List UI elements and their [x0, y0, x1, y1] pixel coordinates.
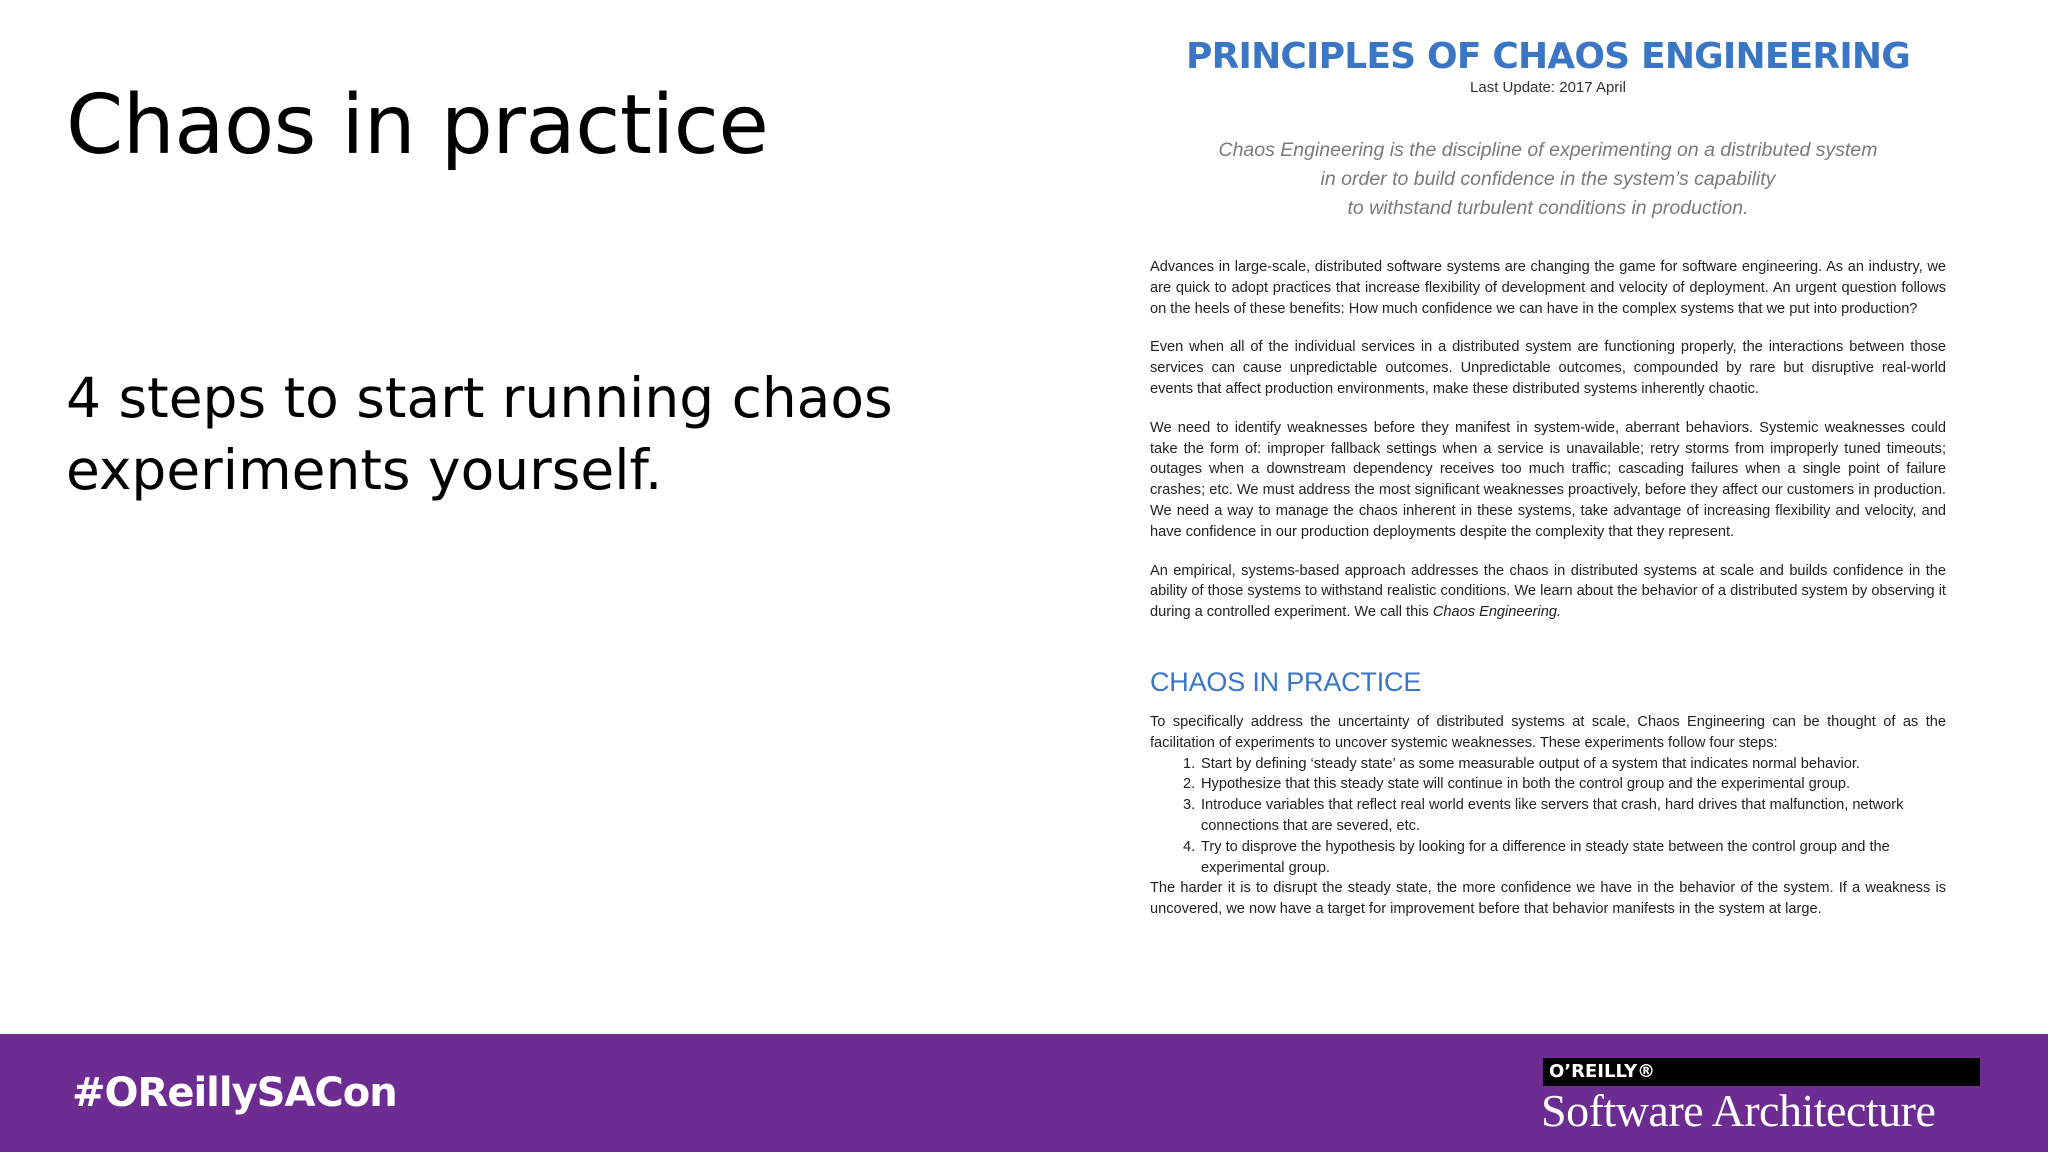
step-text: Hypothesize that this steady state will continue in both the control group and the experimental group. — [1201, 776, 1851, 793]
document-paragraph: We need to identify weaknesses before they manifest in system-wide, aberrant behaviors. Systemic weaknesses could take the form of: improper fallback settings when a service is unavailable; retry storms from improperly tuned timeouts; outages when a downstream dependency receives too much traffic; cascading failures when a single point of failure crashes; etc. We must address the most significant weaknesses proactively, before they affect our customers in production. We need a way to manage the chaos inherent in these systems, take advantage of increasing flexibility and velocity, and have confidence in our production deployments despite the complexity that they represent. — [1150, 419, 1946, 540]
document-quote — [1150, 136, 1946, 223]
section-intro: To specifically address the uncertainty of distributed systems at scale, Chaos Engineering can be thought of as the facilitation of experiments to uncover systemic weaknesses. These experiments follow four steps: — [1150, 713, 1946, 751]
step-item — [1183, 754, 1946, 775]
principles-document — [1150, 36, 1946, 1016]
step-text: Start by defining ‘steady state’ as some measurable output of a system that indicates normal behavior. — [1201, 755, 1860, 772]
step-text: Introduce variables that reflect real world events like servers that crash, hard drives that malfunction, network connections that are severed, etc. — [1201, 797, 1904, 834]
footer-bar — [0, 1034, 2048, 1152]
slide-title: Chaos in practice — [66, 78, 769, 173]
brand-name: Software Architecture — [1541, 1085, 1936, 1136]
document-paragraph: Advances in large-scale, distributed software systems are changing the game for software engineering. As an industry, we are quick to adopt practices that increase flexibility of development and velocity of deployment. An urgent question follows on the heels of these benefits: How much confidence we can have in the complex systems that we put into production? — [1150, 259, 1946, 317]
document-last-update: Last Update: 2017 April — [1470, 79, 1626, 96]
slide-subtitle: 4 steps to start running chaos experiments yourself. — [66, 366, 893, 502]
section-title: CHAOS IN PRACTICE — [1150, 666, 1422, 697]
step-text: Try to disprove the hypothesis by looking for a difference in steady state between the control group and the experimental group. — [1201, 838, 1890, 876]
step-item — [1183, 774, 1946, 795]
quote-line: Chaos Engineering is the discipline of experimenting on a distributed system — [1218, 139, 1878, 161]
oreilly-logo: O’REILLY® — [1543, 1058, 1980, 1086]
paragraph-emphasis: Chaos Engineering. — [1432, 604, 1562, 621]
quote-line: to withstand turbulent conditions in production. — [1347, 197, 1749, 219]
step-number: 1. — [1183, 755, 1196, 772]
quote-line: in order to build confidence in the system’s capability — [1320, 168, 1776, 190]
conference-hashtag: #OReillySACon — [72, 1070, 397, 1116]
document-paragraph — [1150, 561, 1946, 623]
paragraph-text: An empirical, systems-based approach addresses the chaos in distributed systems at scale and builds confidence in the ability of those systems to withstand realistic conditions. We learn about the behavior of a distributed system by observing it during a controlled experiment. We call this — [1150, 562, 1946, 621]
steps-list — [1150, 754, 1946, 879]
step-number: 4. — [1183, 838, 1196, 855]
document-paragraph: Even when all of the individual services in a distributed system are functioning properly, the interactions between those services can cause unpredictable outcomes. Unpredictable outcomes, compounded by rare but disruptive real-world events that affect production environments, make these distributed systems inherently chaotic. — [1150, 339, 1946, 397]
step-number: 3. — [1183, 797, 1196, 814]
document-title: PRINCIPLES OF CHAOS ENGINEERING — [1186, 36, 1910, 77]
step-number: 2. — [1183, 776, 1196, 793]
section-outro: The harder it is to disrupt the steady state, the more confidence we have in the behavior of the system. If a weakness is uncovered, we now have a target for improvement before that behavior manifests in the system at large. — [1150, 880, 1946, 918]
step-item — [1183, 795, 1946, 837]
step-item — [1183, 837, 1946, 879]
